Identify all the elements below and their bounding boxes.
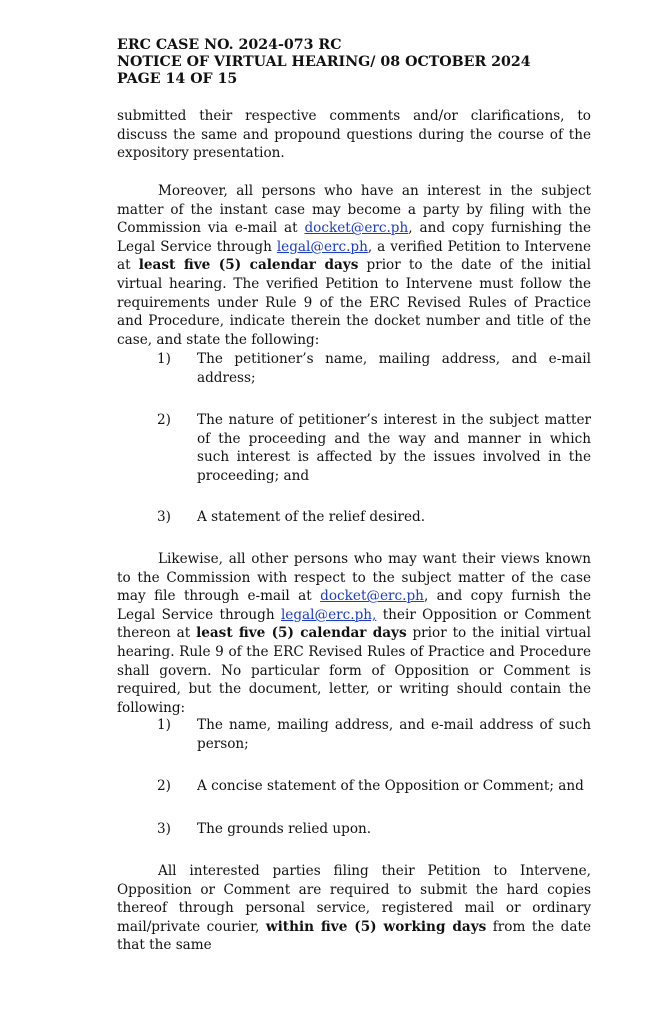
list-text: The grounds relied upon.: [197, 821, 372, 837]
notice-title: NOTICE OF VIRTUAL HEARING/ 08 OCTOBER 2024: [117, 54, 531, 70]
list-number: 1): [157, 351, 171, 367]
paragraph-continuation: submitted their respective comments and/or clarifications, to discuss the same and propound questions during the course of the expository presentation.: [117, 108, 591, 162]
case-number: ERC CASE NO. 2024-073 RC: [117, 37, 342, 53]
list-number: 3): [157, 821, 171, 837]
text: Likewise, all other persons who may want their views known to the Commission with respect to the subject matter of the case may file through e-mail at: [117, 551, 591, 605]
docket-email-link[interactable]: docket@erc.ph: [304, 220, 409, 237]
text: prior to the initial virtual hearing. Rule 9 of the ERC Revised Rules of Practice and Procedure shall govern. No particular form of Opposition or Comment is required, but the document, letter, or writing should contain the following:: [117, 625, 591, 716]
deadline-emphasis: least five (5) calendar days: [196, 625, 407, 642]
list-text: The nature of petitioner’s interest in the subject matter of the proceeding and the way and manner in which such interest is affected by the issues involved in the proceeding; and: [197, 412, 591, 484]
list-number: 2): [157, 778, 171, 794]
text: , a verified Petition to Intervene at: [117, 238, 592, 274]
list-text: The petitioner’s name, mailing address, and e-mail address;: [197, 351, 591, 386]
list-number: 3): [157, 509, 171, 525]
list-number: 1): [157, 717, 171, 733]
text: from the date that the same: [117, 918, 591, 954]
text: their Opposition or Comment thereon at: [117, 606, 592, 642]
paragraph-opposition: [117, 550, 591, 717]
paragraph-hard-copies: [117, 862, 591, 955]
text: , and copy furnish the Legal Service through: [117, 588, 591, 623]
page-number: PAGE 14 OF 15: [117, 71, 238, 87]
text: Moreover, all persons who have an interest in the subject matter of the instant case may become a party by filing with the Commission via e-mail at: [117, 183, 591, 237]
legal-email-link[interactable]: legal@erc.ph: [276, 238, 368, 255]
paragraph-intervene: [117, 182, 591, 349]
text: All interested parties filing their Petition to Intervene, Opposition or Comment are required to submit the hard copies thereof through personal service, registered mail or ordinary mail/private courier,: [117, 863, 591, 935]
list-text: The name, mailing address, and e-mail address of such person;: [197, 717, 591, 752]
legal-email-link[interactable]: legal@erc.ph,: [280, 606, 377, 623]
docket-email-link[interactable]: docket@erc.ph: [320, 588, 424, 605]
list-number: 2): [157, 412, 171, 428]
text: prior to the date of the initial virtual hearing. The verified Petition to Intervene must follow the requirements under Rule 9 of the ERC Revised Rules of Practice and Procedure, indicate therein the docket number and title of the case, and state the following:: [117, 257, 591, 348]
document-header: [117, 37, 591, 88]
list-text: A statement of the relief desired.: [197, 509, 426, 525]
deadline-emphasis: least five (5) calendar days: [138, 257, 359, 274]
list-text: A concise statement of the Opposition or Comment; and: [197, 778, 584, 794]
deadline-emphasis: within five (5) working days: [265, 918, 487, 935]
text: , and copy furnishing the Legal Service through: [117, 220, 592, 255]
